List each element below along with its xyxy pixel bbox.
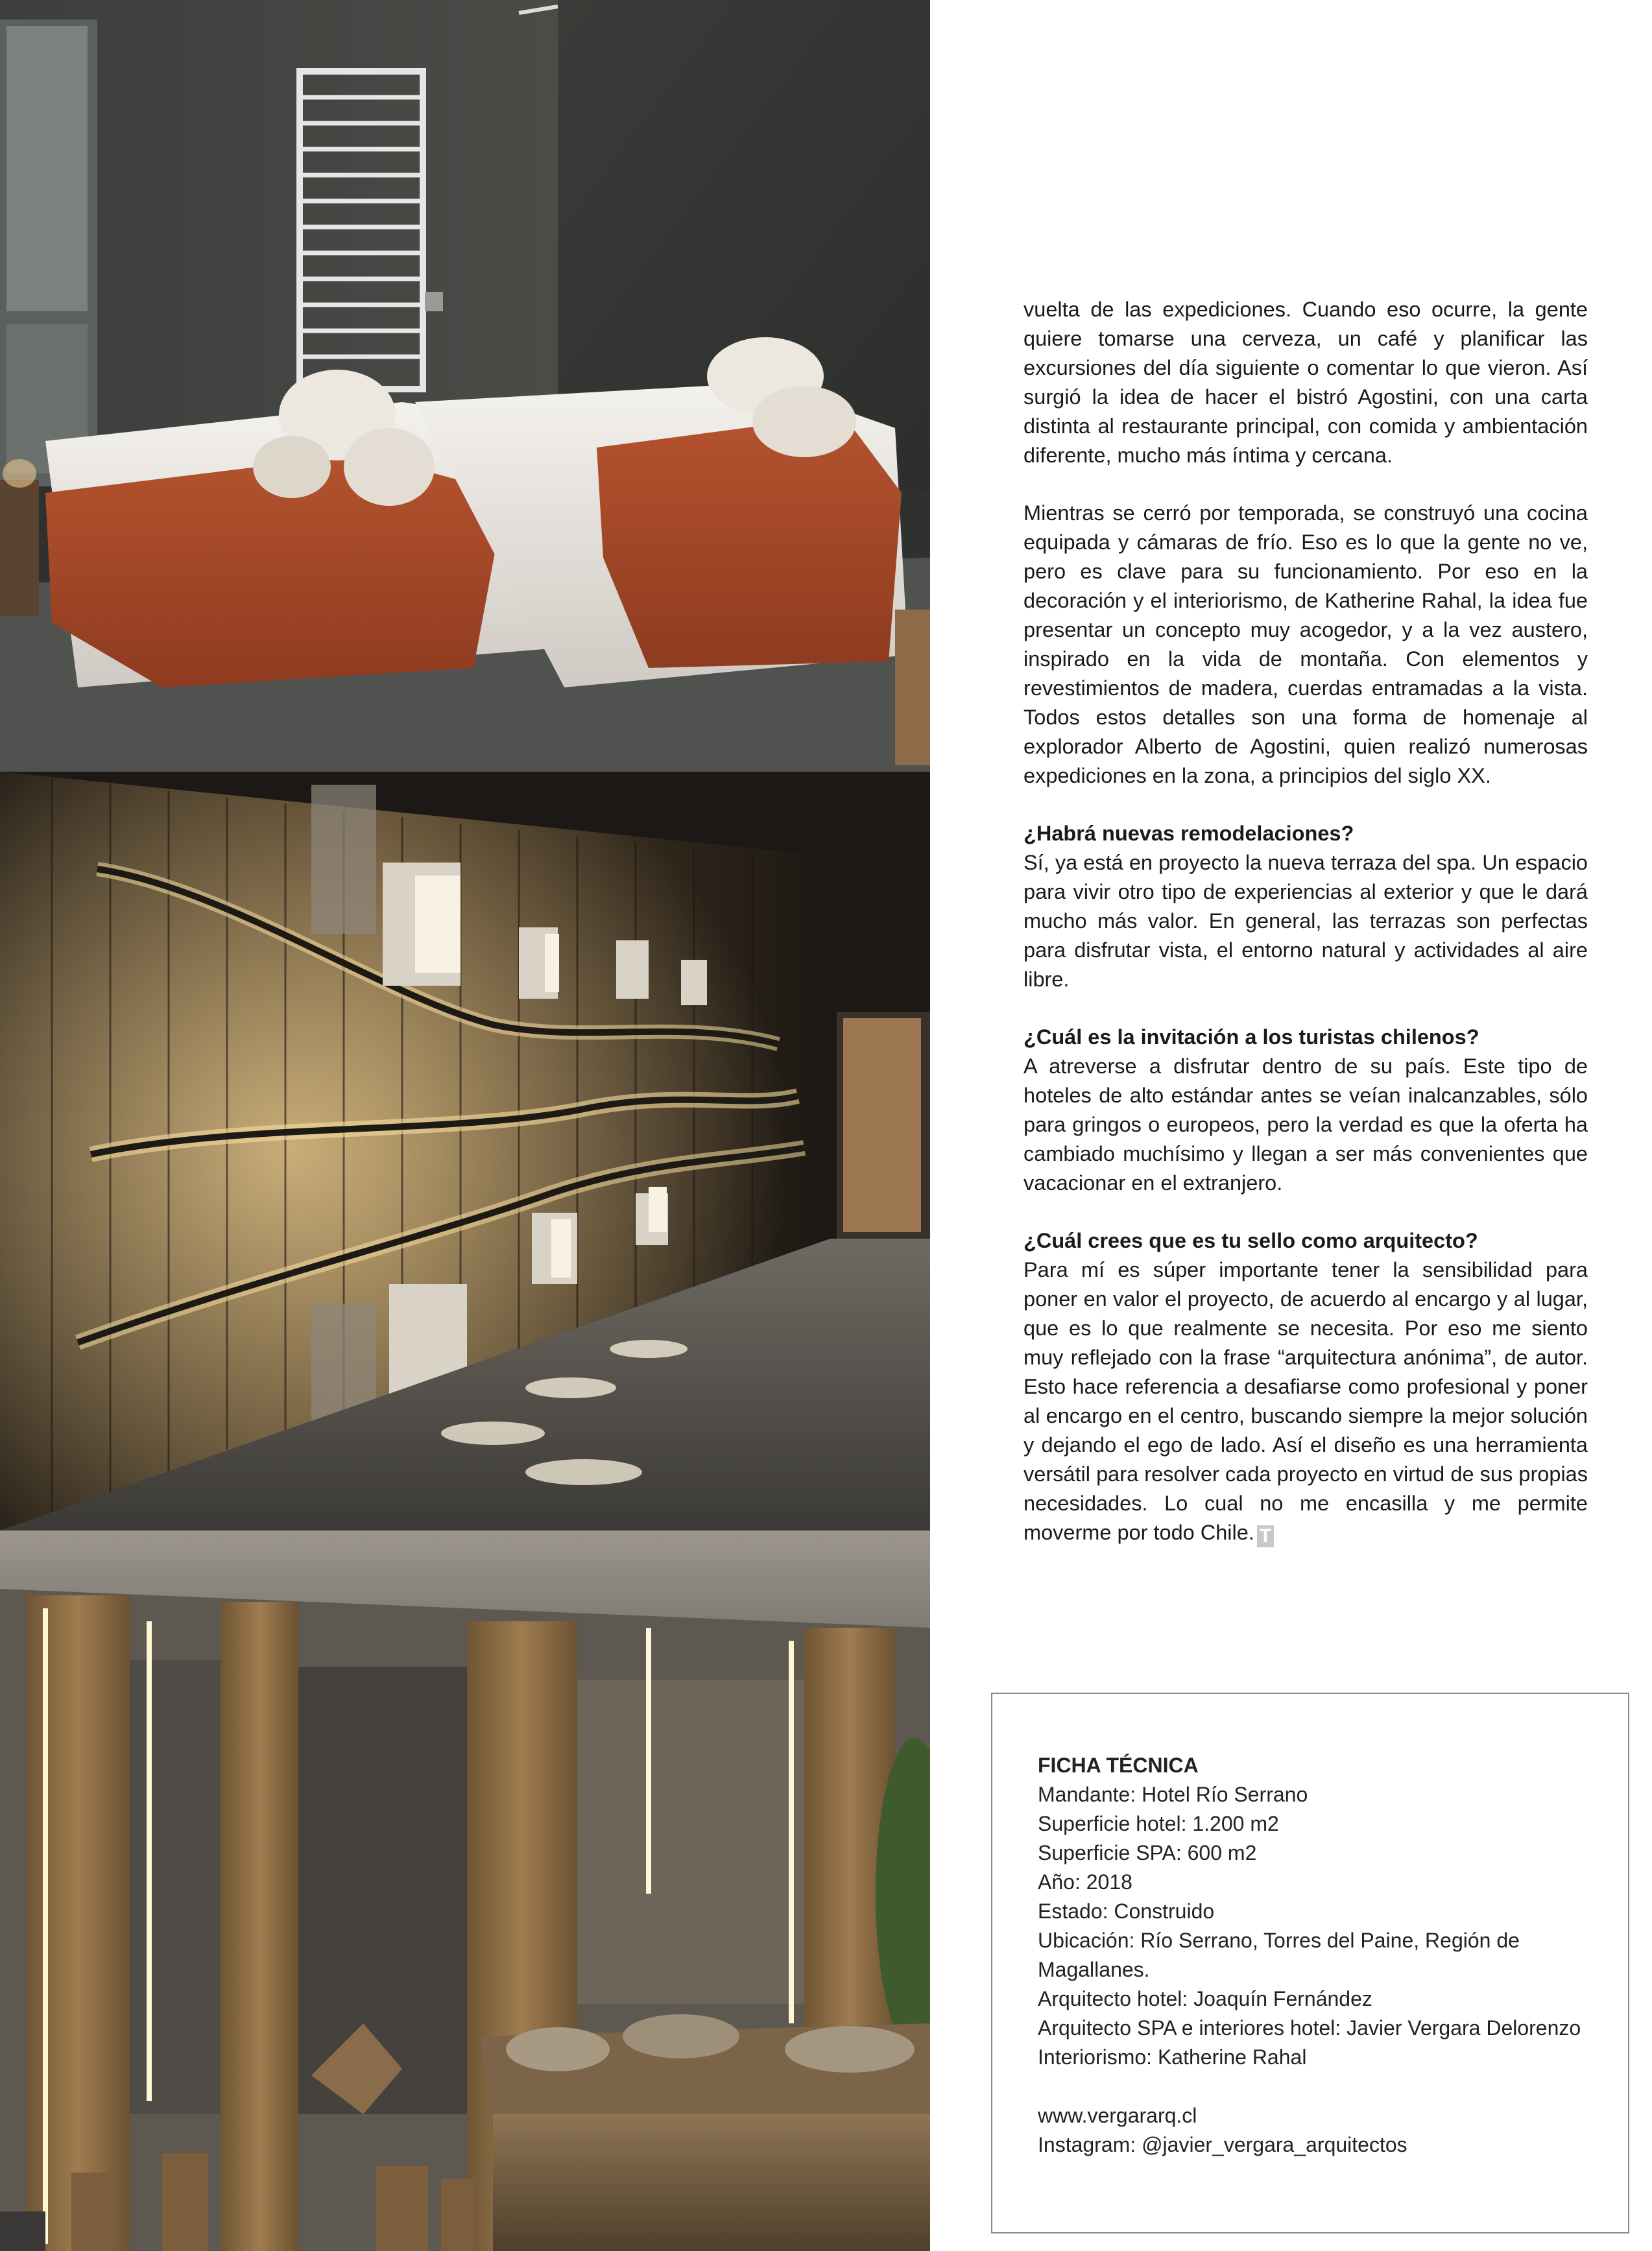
article-paragraph: vuelta de las expediciones. Cuando eso ocurre, la gente quiere tomarse una cerveza, un café y planificar las excursiones del día siguiente o comentar lo que vieron. Así surgió la idea de hacer el bistró Agostini, con una carta distinta al restaurante principal, con comida y ambientación diferente, mucho más íntima y cercana.	[1024, 298, 1588, 467]
interview-answer: A atreverse a disfrutar dentro de su país. Este tipo de hoteles de alto estándar antes se veían inalcanzables, sólo para gringos o europeos, pero la verdad es que la oferta ha cambiado muchísimo y llegan a ser más convenientes que vacacionar en el extranjero.	[1024, 1054, 1588, 1195]
qa-block	[1024, 1023, 1588, 1198]
article-body	[1024, 295, 1588, 1576]
qa-block	[1024, 819, 1588, 994]
end-mark-icon: T	[1257, 1525, 1274, 1547]
qa-block	[1024, 1226, 1588, 1547]
technical-sheet-line: Mandante: Hotel Río Serrano	[1038, 1783, 1308, 1806]
interview-answer: Sí, ya está en proyecto la nueva terraza del spa. Un espacio para vivir otro tipo de experiencias al exterior y que le dará mucho más valor. En general, las terrazas son perfectas para disfrutar vista, el entorno natural y actividades al aire libre.	[1024, 851, 1588, 991]
interview-answer: Para mí es súper importante tener la sensibilidad para poner en valor el proyecto, de acuerdo al encargo y al lugar, que es lo que realmente se necesita. Por eso me siento muy reflejado con la frase “arquitectura anónima”, de autor. Esto hace referencia a desafiarse como profesional y poner al encargo en el centro, buscando siempre la mejor solución y dejando el ego de lado. Así el diseño es una herramienta versátil para resolver cada proyecto en virtud de sus propias necesidades. Lo cual no me encasilla y me permite moverme por todo Chile.	[1024, 1258, 1588, 1544]
interview-question: ¿Cuál crees que es tu sello como arquitecto?	[1024, 1229, 1478, 1252]
technical-sheet-box	[991, 1693, 1629, 2233]
website-link[interactable]: www.vergararq.cl	[1038, 2104, 1197, 2127]
interview-question: ¿Cuál es la invitación a los turistas chilenos?	[1024, 1025, 1479, 1049]
technical-sheet-line: Interiorismo: Katherine Rahal	[1038, 2045, 1307, 2069]
article-paragraph: Mientras se cerró por temporada, se construyó una cocina equipada y cámaras de frío. Eso es lo que la gente no ve, pero es clave para su funcionamiento. Por eso en la decoración y el interiorismo, de Katherine Rahal, la idea fue presentar un concepto muy acogedor, y a la vez austero, inspirado en la vida de montaña. Con elementos y revestimientos de madera, cuerdas entramadas a la vista. Todos estos detalles son una forma de homenaje al explorador Alberto de Agostini, quien realizó numerosas expediciones en la zona, a principios del siglo XX.	[1024, 501, 1588, 787]
technical-sheet-line: Ubicación: Río Serrano, Torres del Paine, Región de Magallanes.	[1038, 1929, 1520, 1981]
technical-sheet-content	[1038, 1751, 1596, 2160]
wooden-washroom-photo	[0, 1530, 930, 2251]
technical-sheet-line: Año: 2018	[1038, 1870, 1132, 1894]
technical-sheet-title: FICHA TÉCNICA	[1038, 1754, 1199, 1777]
technical-sheet-line: Arquitecto SPA e interiores hotel: Javier Vergara Delorenzo	[1038, 2016, 1581, 2040]
illuminated-wood-corridor-photo	[0, 772, 930, 1530]
technical-sheet-line: Arquitecto hotel: Joaquín Fernández	[1038, 1987, 1372, 2010]
spa-treatment-room-photo	[0, 0, 930, 772]
technical-sheet-line: Superficie hotel: 1.200 m2	[1038, 1812, 1279, 1835]
technical-sheet-line: Estado: Construido	[1038, 1900, 1215, 1923]
technical-sheet-line: Superficie SPA: 600 m2	[1038, 1841, 1257, 1864]
interview-question: ¿Habrá nuevas remodelaciones?	[1024, 822, 1354, 845]
instagram-handle[interactable]: Instagram: @javier_vergara_arquitectos	[1038, 2133, 1407, 2156]
spacer	[1038, 2072, 1596, 2101]
